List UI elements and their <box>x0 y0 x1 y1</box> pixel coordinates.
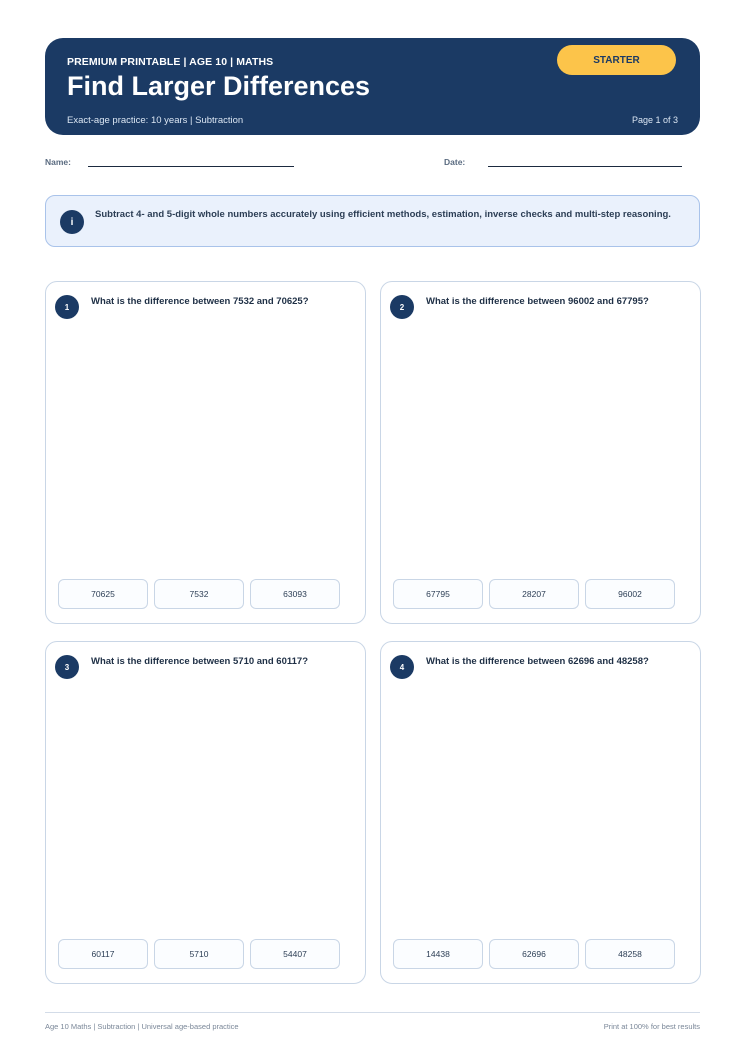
answer-option[interactable]: 14438 <box>393 939 483 969</box>
question-number: 3 <box>55 655 79 679</box>
worksheet-header <box>45 38 700 135</box>
level-badge: STARTER <box>557 45 676 75</box>
date-label: Date: <box>444 157 466 167</box>
question-card-2 <box>380 281 701 624</box>
page-title: Find Larger Differences <box>67 71 371 101</box>
answer-option[interactable]: 60117 <box>58 939 148 969</box>
answer-option[interactable]: 28207 <box>489 579 579 609</box>
instructions-box <box>45 195 700 247</box>
answer-option[interactable]: 70625 <box>58 579 148 609</box>
question-number: 2 <box>390 295 414 319</box>
question-number: 1 <box>55 295 79 319</box>
info-icon: i <box>60 210 84 234</box>
answer-options <box>58 939 340 969</box>
answer-option[interactable]: 62696 <box>489 939 579 969</box>
header-subtitle: Exact-age practice: 10 years | Subtraction <box>67 115 244 126</box>
question-card-3 <box>45 641 366 984</box>
question-text: What is the difference between 5710 and 60117? <box>91 656 308 667</box>
question-text: What is the difference between 96002 and 67795? <box>426 296 649 307</box>
footer-divider <box>45 1012 700 1013</box>
header-kicker: PREMIUM PRINTABLE | AGE 10 | MATHS <box>67 56 274 68</box>
footer-left-text: Age 10 Maths | Subtraction | Universal age-based practice <box>45 1022 239 1031</box>
question-text: What is the difference between 62696 and 48258? <box>426 656 649 667</box>
answer-option[interactable]: 67795 <box>393 579 483 609</box>
date-line[interactable] <box>488 166 682 167</box>
answer-option[interactable]: 48258 <box>585 939 675 969</box>
footer-right-text: Print at 100% for best results <box>603 1022 700 1031</box>
page-number: Page 1 of 3 <box>631 115 678 125</box>
answer-options <box>58 579 340 609</box>
instructions-text: Subtract 4- and 5-digit whole numbers accurately using efficient methods, estimation, inverse checks and multi-step reasoning. <box>95 209 671 220</box>
question-card-4 <box>380 641 701 984</box>
answer-option[interactable]: 96002 <box>585 579 675 609</box>
name-line[interactable] <box>88 166 294 167</box>
name-label: Name: <box>45 157 71 167</box>
question-card-1 <box>45 281 366 624</box>
answer-options <box>393 939 675 969</box>
answer-option[interactable]: 54407 <box>250 939 340 969</box>
question-text: What is the difference between 7532 and 70625? <box>91 296 309 307</box>
answer-option[interactable]: 7532 <box>154 579 244 609</box>
question-number: 4 <box>390 655 414 679</box>
answer-option[interactable]: 5710 <box>154 939 244 969</box>
answer-option[interactable]: 63093 <box>250 579 340 609</box>
answer-options <box>393 579 675 609</box>
